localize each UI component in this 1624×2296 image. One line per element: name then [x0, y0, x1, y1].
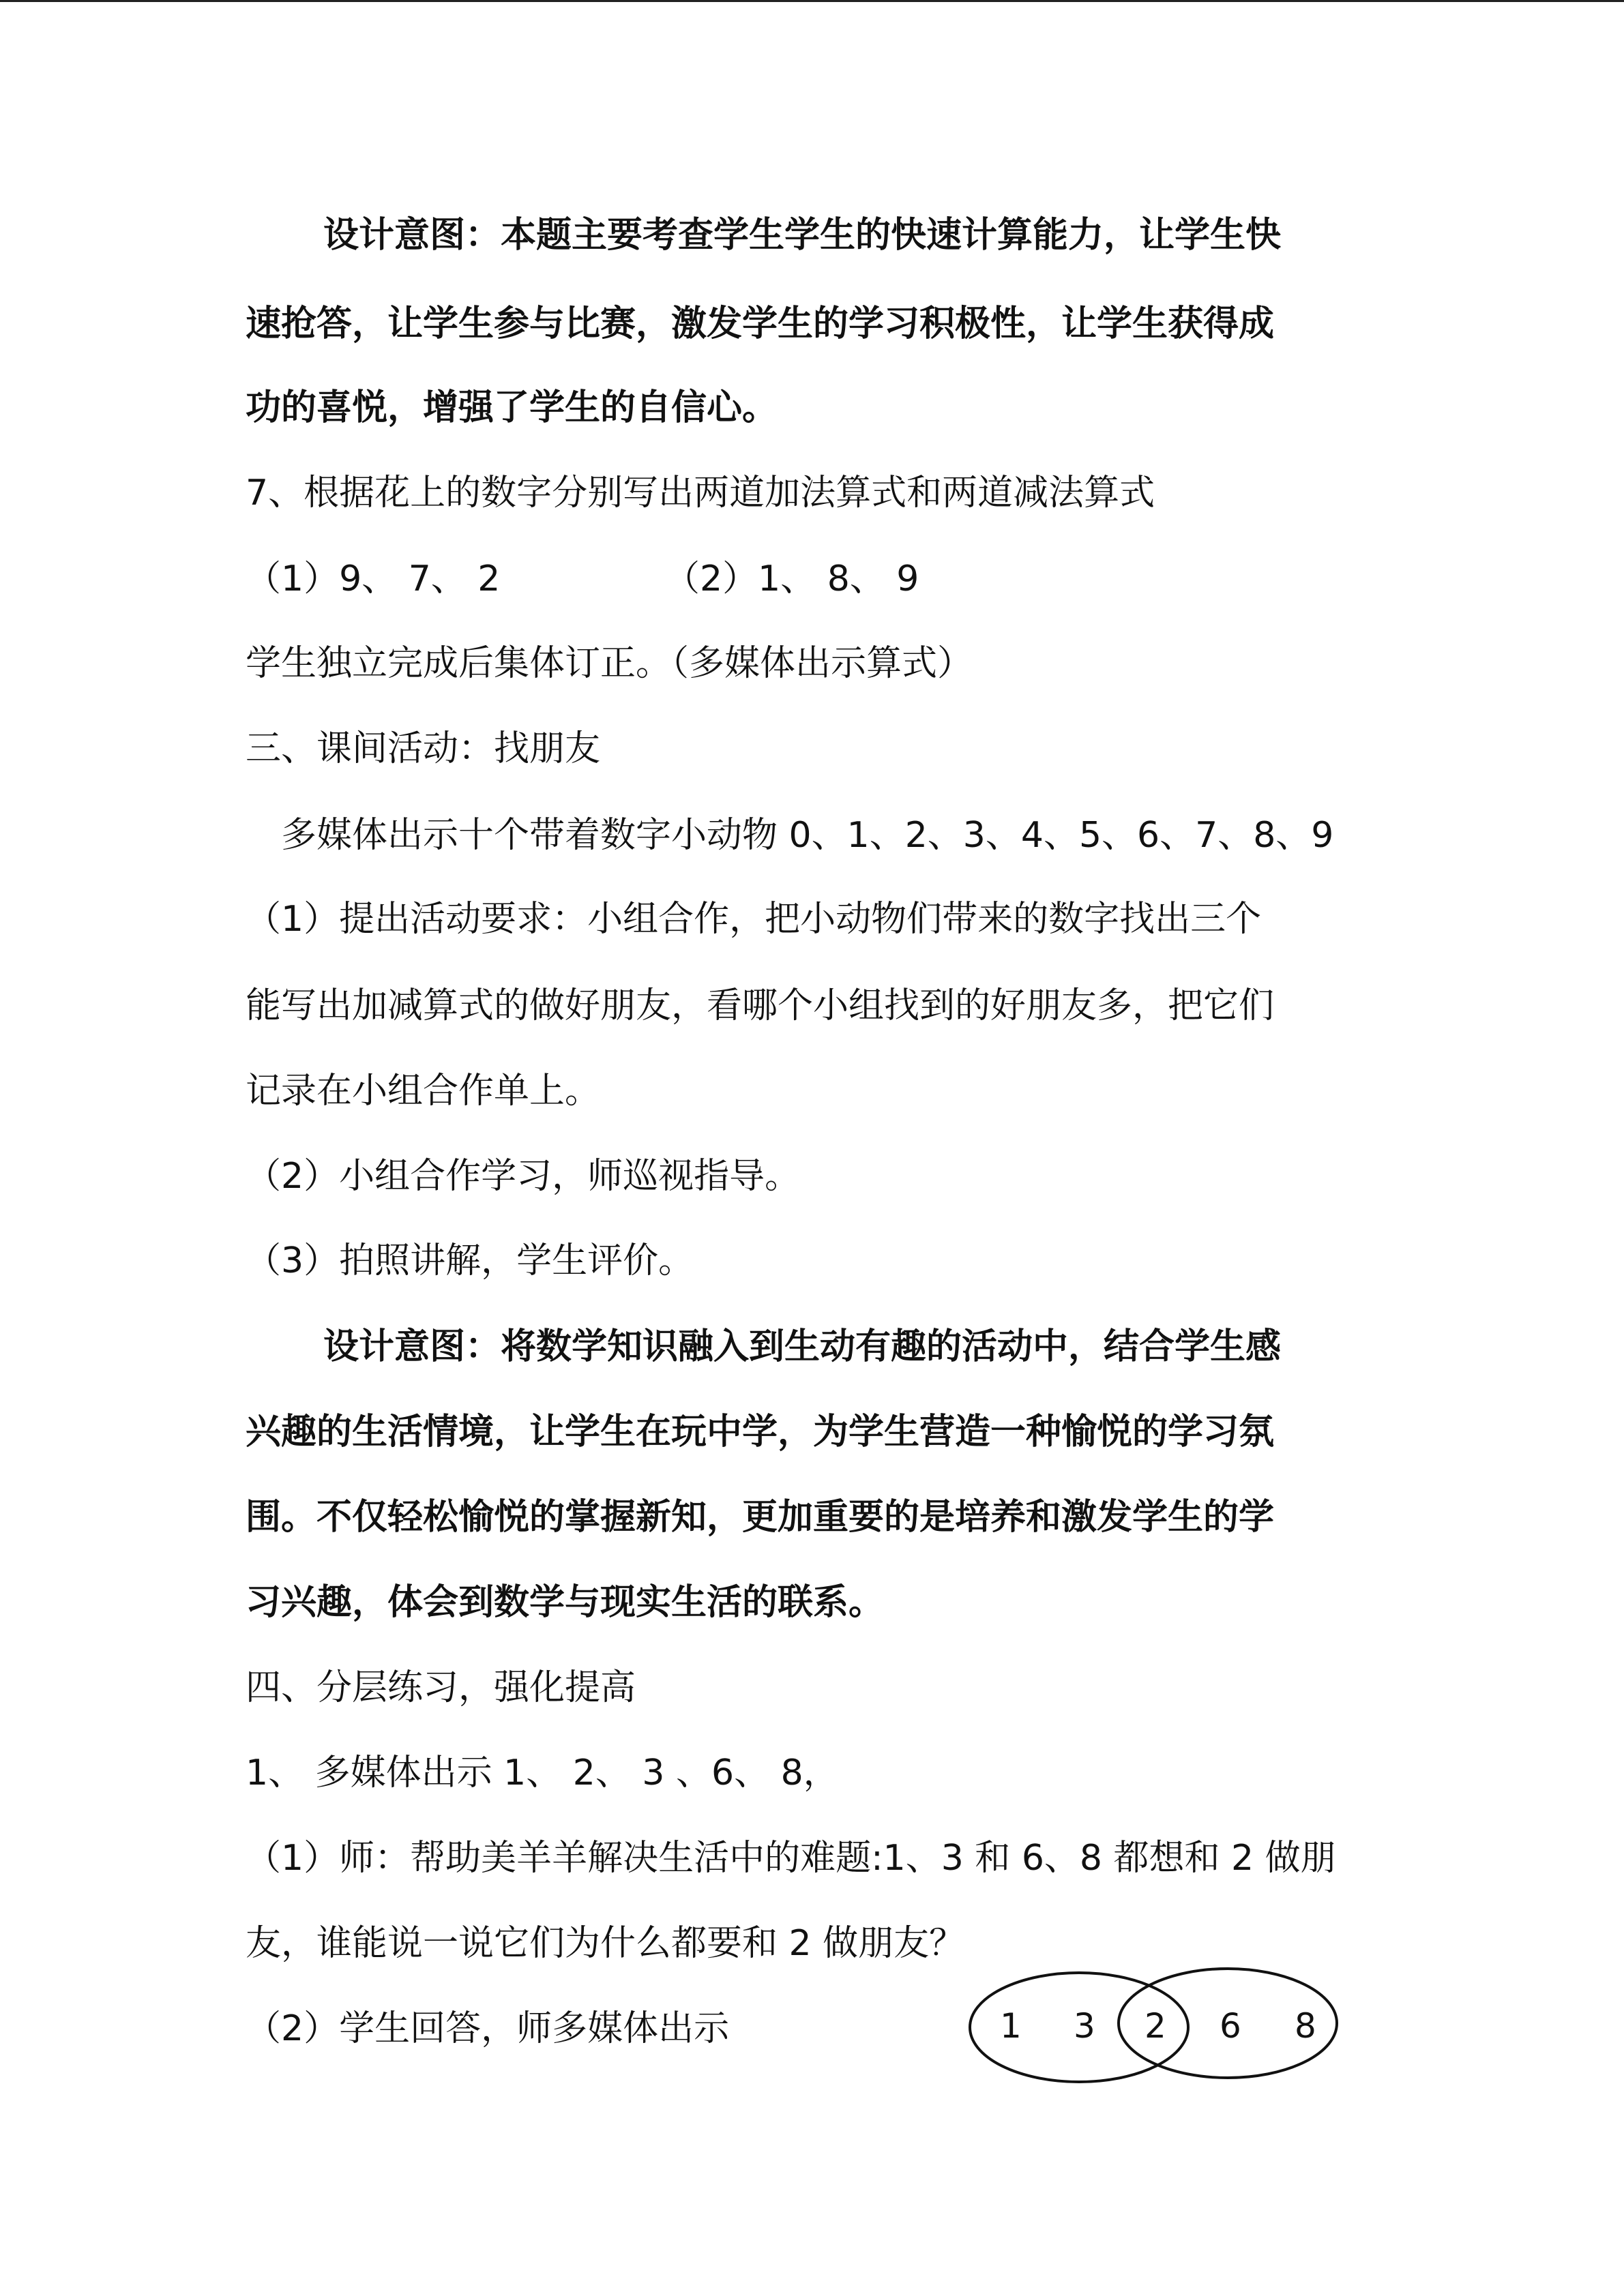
design-intent-1-line-2: 速抢答，让学生参与比赛，激发学生的学习积极性，让学生获得成	[246, 303, 1275, 344]
design-intent-2-line-4: 习兴趣，体会到数学与现实生活的联系。	[246, 1582, 885, 1623]
activity-1-line-3: 记录在小组合作单上。	[246, 1071, 601, 1112]
page-top-border	[0, 0, 1624, 2]
question-7-title: 7、根据花上的数字分别写出两道加法算式和两道减法算式	[246, 473, 1155, 513]
venn-shared-number: 2	[1145, 2006, 1166, 2046]
activity-2: （2）小组合作学习，师巡视指导。	[246, 1156, 801, 1197]
question-7-part-1: （1）9、 7、 2	[246, 558, 501, 599]
venn-diagram	[962, 1964, 1350, 2089]
activity-3: （3）拍照讲解，学生评价。	[246, 1240, 694, 1281]
venn-left-number-2: 3	[1074, 2006, 1095, 2046]
section-3-intro: 多媒体出示十个带着数字小动物 0、1、2、3、4、5、6、7、8、9	[281, 815, 1334, 856]
venn-right-number-2: 8	[1295, 2006, 1316, 2046]
exercise-1-q1-line-2: 友，谁能说一说它们为什么都要和 2 做朋友？	[246, 1923, 965, 1964]
venn-left-number-1: 1	[1000, 2006, 1022, 2046]
exercise-1-q2: （2）学生回答，师多媒体出示	[246, 2008, 730, 2049]
design-intent-2-line-1: 设计意图：将数学知识融入到生动有趣的活动中，结合学生感	[323, 1326, 1282, 1367]
activity-1-line-2: 能写出加减算式的做好朋友，看哪个小组找到的好朋友多，把它们	[246, 985, 1275, 1026]
exercise-1-q1-line-1: （1）师：帮助美羊羊解决生活中的难题:1、3 和 6、8 都想和 2 做朋	[246, 1838, 1336, 1879]
section-3-title: 三、课间活动：找朋友	[246, 728, 601, 769]
question-7-part-2: （2）1、 8、 9	[664, 558, 919, 599]
design-intent-1-line-1: 设计意图：本题主要考查学生学生的快速计算能力，让学生快	[323, 215, 1282, 256]
design-intent-2-line-3: 围。不仅轻松愉悦的掌握新知，更加重要的是培养和激发学生的学	[246, 1497, 1275, 1538]
venn-right-number-1: 6	[1220, 2006, 1241, 2046]
activity-1-line-1: （1）提出活动要求：小组合作，把小动物们带来的数字找出三个	[246, 899, 1262, 940]
question-7-note: 学生独立完成后集体订正。（多媒体出示算式）	[246, 643, 973, 684]
exercise-1-title: 1、 多媒体出示 1、 2、 3 、6、 8，	[246, 1753, 839, 1793]
design-intent-2-line-2: 兴趣的生活情境，让学生在玩中学，为学生营造一种愉悦的学习氛	[246, 1412, 1275, 1452]
design-intent-1-line-3: 功的喜悦，增强了学生的自信心。	[246, 387, 778, 428]
section-4-title: 四、分层练习，强化提高	[246, 1667, 636, 1708]
